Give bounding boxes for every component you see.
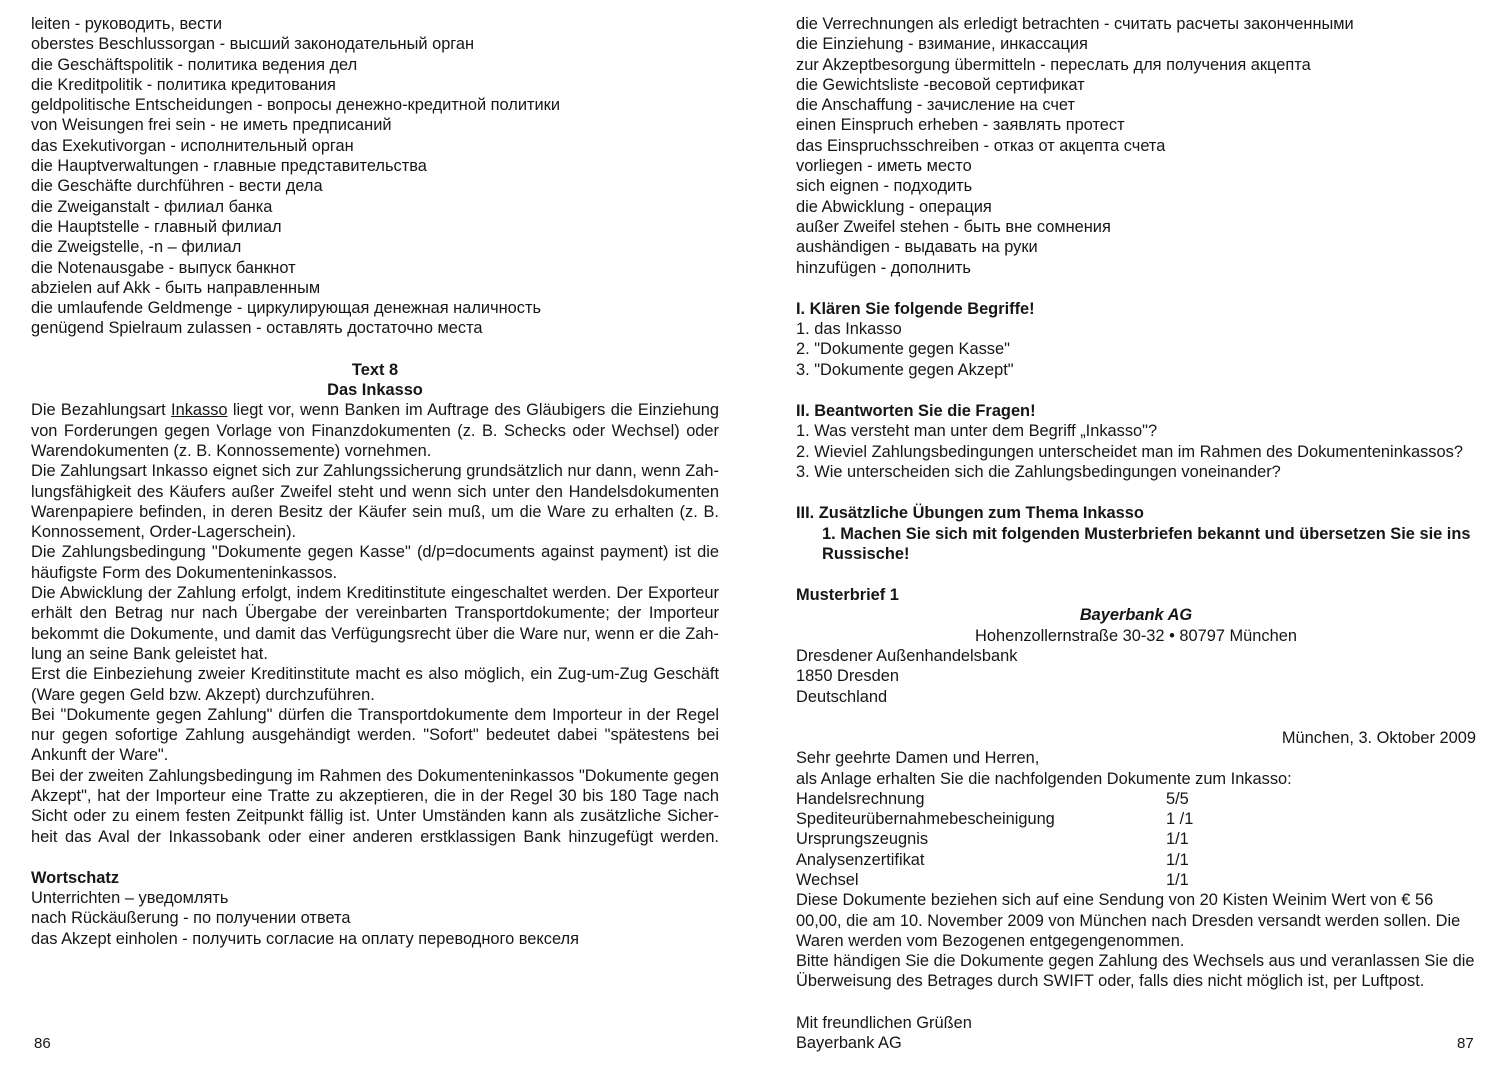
spacer — [796, 380, 1476, 401]
exercise-3-task: 1. Machen Sie sich mit folgenden Musterbriefen bekannt und übersetzen Sie sie ins — [822, 524, 1471, 543]
letter-recipient-line: Dresdener Außenhandelsbank — [796, 647, 1018, 666]
document-row — [796, 870, 1476, 890]
vocab-item: abzielen auf Akk - быть направленным — [31, 278, 321, 297]
body-line: Die Zahlungsart Inkasso eignet sich zur Zahlungssicherung grundsätzlich nur dann, wenn Zah- — [31, 462, 719, 481]
text-number: Text 8 — [351, 360, 399, 379]
vocab-item: oberstes Beschlussorgan - высший законодательный орган — [31, 35, 475, 54]
body-line-end: liegt vor, wenn Banken im Auftrage des Gläubigers die Einziehung — [227, 401, 719, 420]
vocab-item: leiten - руководить, вести — [31, 15, 222, 33]
document-count: 1/1 — [1166, 830, 1189, 849]
vocab-item: aushändigen - выдавать на руки — [796, 238, 1038, 257]
right-page — [796, 14, 1476, 1053]
body-line: Konnossement, Order-Lagerschein). — [31, 523, 297, 542]
body-line: lung an seine Bank geleistet hat. — [31, 644, 268, 663]
vocab-item: die Einziehung - взимание, инкассация — [796, 35, 1088, 54]
body-line: heit das Aval der Inkassobank oder einer anderen erstklassigen Bank hinzugefügt werden. — [31, 827, 719, 846]
body-line: Die Zahlungsbedingung "Dokumente gegen Kasse" (d/p=documents against payment) ist die — [31, 543, 719, 562]
spacer — [31, 339, 719, 360]
vocab-item: die Geschäfte durchführen - вести дела — [31, 177, 323, 196]
vocab-item: die Gewichtsliste -весовой сертификат — [796, 75, 1085, 94]
letter-body-line: Überweisung des Betrages durch SWIFT oder, falls dies nicht möglich ist, per Luftpost. — [796, 972, 1425, 991]
body-line: Ankunft der Ware". — [31, 746, 169, 765]
vocab-item: die Notenausgabe - выпуск банкнот — [31, 258, 296, 277]
body-line: Sicht oder zu einem festen Zeitpunkt fällig ist. Unter Umständen kann als zusätzliche Sicher- — [31, 807, 719, 826]
body-line: lungsfähigkeit des Käufers außer Zweifel steht und wenn sich unter den Handelsdokumenten — [31, 482, 719, 501]
vocab-item: die Hauptverwaltungen - главные представительства — [31, 157, 427, 176]
vocab-item: die Zweiganstalt - филиал банка — [31, 197, 273, 216]
letter-bank-address: Hohenzollernstraße 30-32 • 80797 München — [975, 626, 1297, 645]
exercise-1-heading: I. Klären Sie folgende Begriffe! — [796, 299, 1035, 318]
body-line: von Forderungen gegen Vorlage von Finanzdokumenten (z. B. Schecks oder Wechsel) oder — [31, 421, 719, 440]
letter-bank-name: Bayerbank AG — [1079, 606, 1193, 625]
exercise-3-heading: III. Zusätzliche Übungen zum Thema Inkasso — [796, 504, 1144, 523]
exercise-item: 1. Was versteht man unter dem Begriff „Inkasso"? — [796, 422, 1158, 441]
exercise-item: 2. Wieviel Zahlungsbedingungen unterscheidet man im Rahmen des Dokumenteninkassos? — [796, 442, 1463, 461]
text-title: Das Inkasso — [327, 381, 423, 400]
document-name: Ursprungszeugnis — [796, 830, 929, 849]
document-count: 5/5 — [1166, 789, 1189, 808]
left-page — [31, 14, 719, 949]
document-name: Analysenzertifikat — [796, 850, 925, 869]
vocab-item: die Abwicklung - операция — [796, 197, 992, 216]
letter-intro: als Anlage erhalten Sie die nachfolgenden Dokumente zum Inkasso: — [796, 769, 1292, 788]
vocab-list-top-left — [31, 14, 719, 339]
page-number-left: 86 — [34, 1035, 51, 1052]
body-line — [31, 400, 719, 420]
vocab-item: die Anschaffung - зачисление на счет — [796, 96, 1075, 115]
vocab-item: die Kreditpolitik - политика кредитования — [31, 75, 336, 94]
document-count: 1/1 — [1166, 850, 1189, 869]
spacer — [796, 564, 1476, 585]
page-number-right: 87 — [1457, 1035, 1474, 1052]
body-line: Erst die Einbeziehung zweier Kreditinstitute macht es also möglich, ein Zug-um-Zug Geschäft — [31, 665, 719, 684]
vocab-item: sich eignen - подходить — [796, 177, 973, 196]
body-line: bekommt die Dokumente, und damit das Verfügungsrecht über die Ware nur, wenn er die Zah- — [31, 624, 719, 643]
document-row — [796, 850, 1476, 870]
body-line: (Ware gegen Geld bzw. Akzept) durchzuführen. — [31, 685, 375, 704]
vocab-item: die Verrechnungen als erledigt betrachten - считать расчеты законченными — [796, 15, 1354, 33]
body-line: erhält den Betrag nur nach Übergabe der vereinbarten Transportdokumente; der Importeur — [31, 604, 719, 623]
exercise-item: 3. Wie unterscheiden sich die Zahlungsbedingungen voneinander? — [796, 462, 1281, 481]
body-line: nur gegen sofortige Zahlung ausgehändigt werden. "Sofort" bedeutet dabei "spätestens bei — [31, 726, 719, 745]
exercise-item: 2. "Dokumente gegen Kasse" — [796, 340, 1010, 359]
body-line: Bei der zweiten Zahlungsbedingung im Rahmen des Dokumenteninkassos "Dokumente gegen — [31, 766, 719, 785]
musterbrief-title: Musterbrief 1 — [796, 586, 899, 605]
letter-body-line: Waren werden vom Bezogenen entgegengenommen. — [796, 931, 1185, 950]
vocab-item: die Hauptstelle - главный филиал — [31, 217, 282, 236]
letter-recipient-line: Deutschland — [796, 687, 888, 706]
term-inkasso: Inkasso — [171, 401, 228, 420]
vocab-item: nach Rückäußerung - по получении ответа — [31, 909, 351, 928]
document-name: Spediteurübernahmebescheinigung — [796, 810, 1055, 829]
letter-salutation: Sehr geehrte Damen und Herren, — [796, 749, 1040, 768]
vocab-item: außer Zweifel stehen - быть вне сомнения — [796, 217, 1111, 236]
letter-body-line: 00,00, die am 10. November 2009 von München nach Dresden versandt werden sollen. Die — [796, 911, 1461, 930]
vocab-item: vorliegen - иметь место — [796, 157, 972, 176]
letter-recipient-line: 1850 Dresden — [796, 667, 899, 686]
vocab-item: die Zweigstelle, -n – филиал — [31, 238, 242, 257]
wortschatz-list — [31, 888, 719, 949]
vocab-item: hinzufügen - дополнить — [796, 258, 971, 277]
body-line: Bei "Dokumente gegen Zahlung" dürfen die Transportdokumente dem Importeur in der Regel — [31, 705, 719, 724]
spacer — [796, 278, 1476, 299]
document-name: Wechsel — [796, 870, 859, 889]
document-name: Handelsrechnung — [796, 789, 925, 808]
wortschatz-heading: Wortschatz — [31, 868, 120, 887]
vocab-item: das Exekutivorgan - исполнительный орган — [31, 136, 354, 155]
vocab-item: die Geschäftspolitik - политика ведения дел — [31, 55, 358, 74]
letter-signature: Bayerbank AG — [796, 1034, 902, 1053]
vocab-item: die umlaufende Geldmenge - циркулирующая денежная наличность — [31, 299, 542, 318]
letter-date: München, 3. Oktober 2009 — [1281, 728, 1476, 747]
body-line: Warenpapiere befinden, in deren Besitz der Käufer sein muß, um die Ware zu erhalten (z. B. — [31, 502, 719, 521]
document-row — [796, 829, 1476, 849]
sample-letter — [796, 605, 1476, 1053]
document-count: 1 /1 — [1166, 810, 1194, 829]
spacer — [796, 707, 1476, 728]
body-line: Warendokumenten (z. B. Konnossemente) vornehmen. — [31, 441, 432, 460]
letter-body-line: Diese Dokumente beziehen sich auf eine Sendung von 20 Kisten Weinim Wert von € 56 — [796, 891, 1434, 910]
spacer — [796, 482, 1476, 503]
body-line: Akzept", hat der Importeur eine Tratte zu akzeptieren, die in der Regel 30 bis 180 Tage nach — [31, 786, 719, 805]
vocab-item: von Weisungen frei sein - не иметь предписаний — [31, 116, 392, 135]
spacer — [31, 847, 719, 868]
exercise-2-heading: II. Beantworten Sie die Fragen! — [796, 402, 1036, 421]
spacer — [796, 992, 1476, 1013]
letter-body-line: Bitte händigen Sie die Dokumente gegen Zahlung des Wechsels aus und veranlassen Sie die — [796, 952, 1475, 971]
document-count: 1/1 — [1166, 870, 1189, 889]
vocab-item: zur Akzeptbesorgung übermitteln - переслать для получения акцепта — [796, 55, 1311, 74]
vocab-item: geldpolitische Entscheidungen - вопросы денежно-кредитной политики — [31, 96, 561, 115]
vocab-item: Unterrichten – уведомлять — [31, 889, 229, 908]
vocab-list-top-right — [796, 14, 1476, 278]
body-line-start: Die Bezahlungsart — [31, 401, 172, 420]
document-row — [796, 809, 1476, 829]
vocab-item: genügend Spielraum zulassen - оставлять достаточно места — [31, 319, 483, 338]
body-line: Die Abwicklung der Zahlung erfolgt, indem Kreditinstitute eingeschaltet werden. Der Exporteur — [31, 584, 719, 603]
exercise-item: 3. "Dokumente gegen Akzept" — [796, 360, 1014, 379]
body-text — [31, 400, 719, 847]
exercise-3-task-cont: Russische! — [822, 544, 910, 563]
letter-closing: Mit freundlichen Grüßen — [796, 1013, 972, 1032]
body-line: häufigste Form des Dokumenteninkassos. — [31, 563, 338, 582]
documents-list — [796, 789, 1476, 890]
vocab-item: einen Einspruch erheben - заявлять протест — [796, 116, 1125, 135]
exercise-item: 1. das Inkasso — [796, 320, 902, 339]
vocab-item: das Einspruchsschreiben - отказ от акцепта счета — [796, 136, 1166, 155]
document-row — [796, 789, 1476, 809]
vocab-item: das Akzept einholen - получить согласие на оплату переводного векселя — [31, 929, 579, 948]
